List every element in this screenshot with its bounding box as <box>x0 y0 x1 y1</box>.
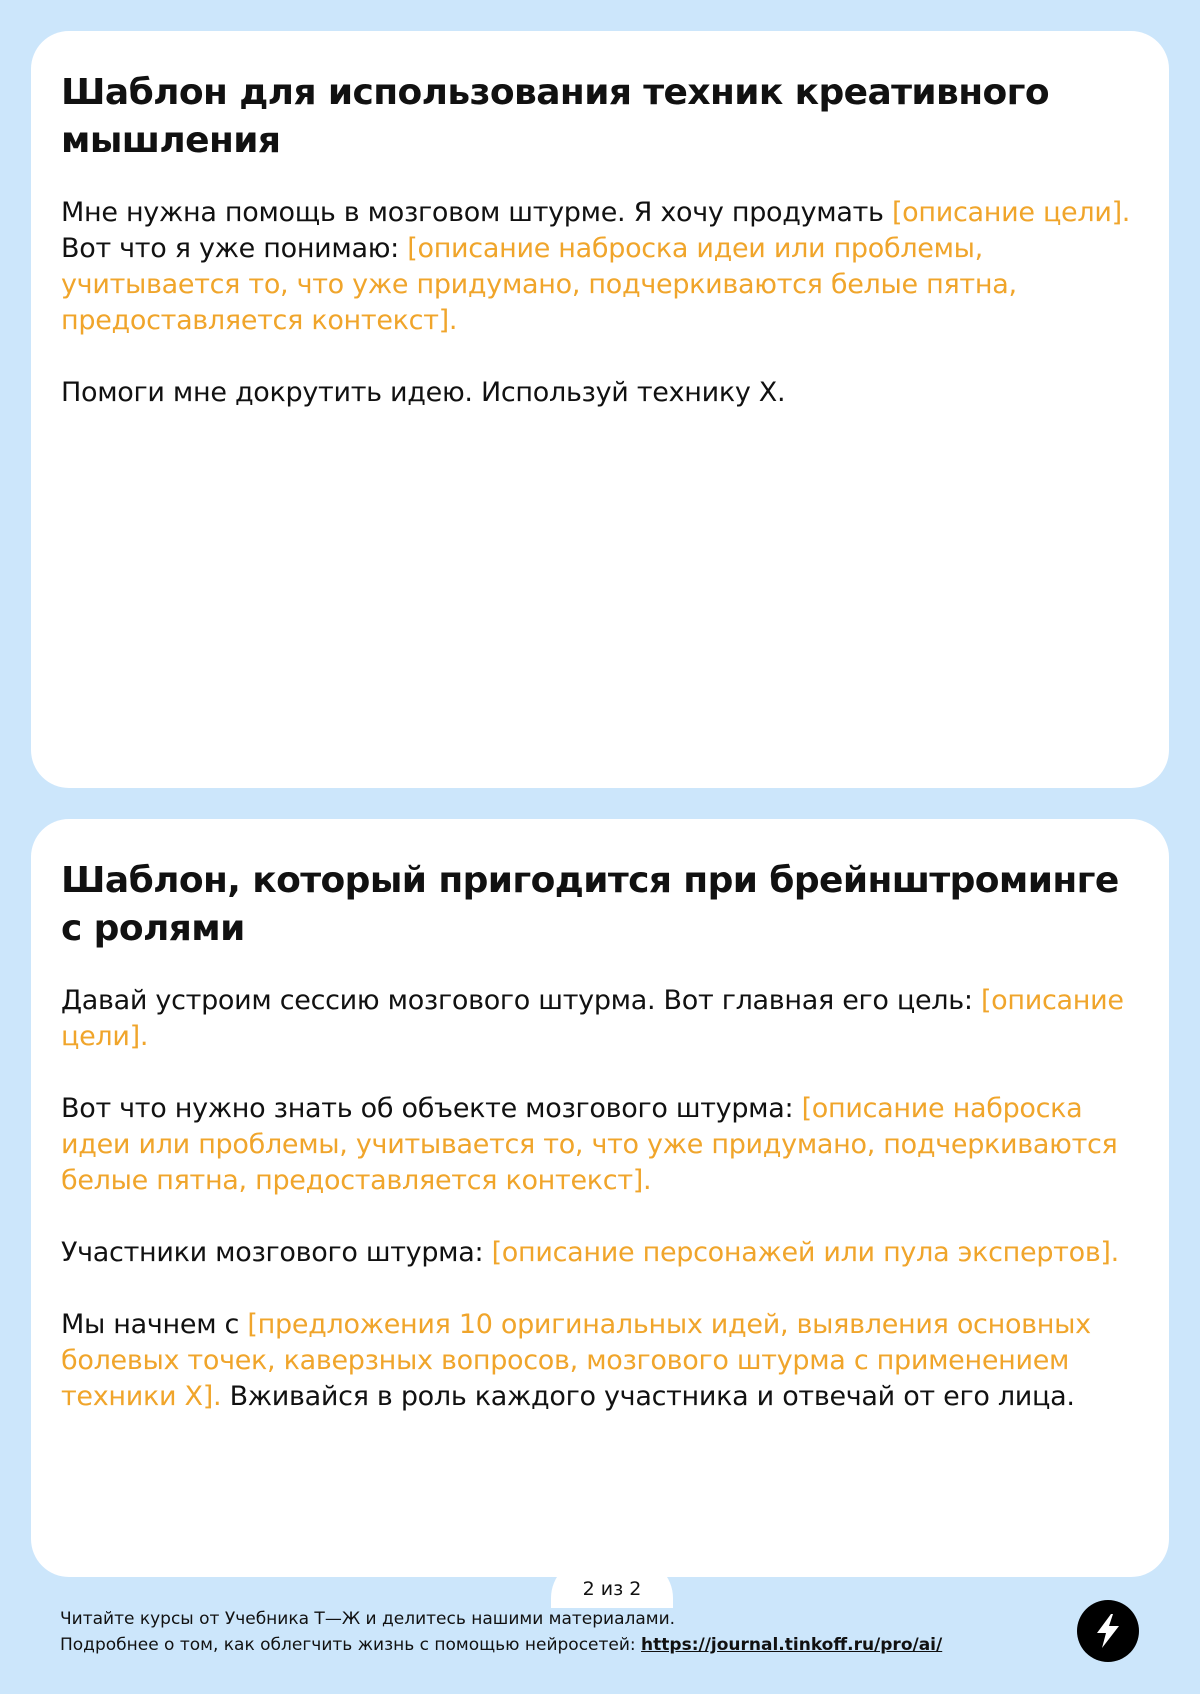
text: Вживайся в роль каждого участника и отвечай от его лица. <box>221 1381 1075 1412</box>
footer-link[interactable]: https://journal.tinkoff.ru/pro/ai/ <box>641 1635 943 1655</box>
card-paragraph <box>61 1307 1139 1415</box>
card-paragraph <box>61 1235 1139 1271</box>
page-indicator <box>551 1558 673 1608</box>
card-paragraph <box>61 1091 1139 1199</box>
placeholder-text: [описание наброска идеи или проблемы, учитывается то, что уже придумано, подчеркиваются белые пятна, предоставляется контекст]. <box>61 233 1017 336</box>
card-paragraph: Помоги мне докрутить идею. Используй технику X. <box>61 377 786 408</box>
placeholder-text: [предложения 10 оригинальных идей, выявления основных болевых точек, каверзных вопросов, мозгового штурма с применением техники X]. <box>61 1309 1091 1412</box>
footer-text: Подробнее о том, как облегчить жизнь с помощью нейросетей: <box>60 1635 642 1655</box>
lightning-icon <box>1091 1612 1125 1650</box>
text: Мы начнем с <box>61 1309 248 1340</box>
footer-line-2 <box>60 1632 942 1658</box>
text: Вот что я уже понимаю: <box>61 233 408 264</box>
text: Давай устроим сессию мозгового штурма. Вот главная его цель: <box>61 985 981 1016</box>
text: Участники мозгового штурма: <box>61 1237 492 1268</box>
placeholder-text: [описание цели]. <box>891 197 1131 228</box>
placeholder-text: [описание наброска идеи или проблемы, учитывается то, что уже придумано, подчеркиваются белые пятна, предоставляется контекст]. <box>61 1093 1118 1196</box>
footer <box>60 1606 942 1658</box>
placeholder-text: [описание персонажей или пула экспертов]. <box>491 1237 1119 1268</box>
text: Мне нужна помощь в мозговом штурме. Я хочу продумать <box>61 197 892 228</box>
template-card-brainstorm-roles <box>31 819 1169 1577</box>
template-card-creative-thinking <box>31 31 1169 788</box>
card-title: Шаблон для использования техник креативного мышления <box>61 72 1049 161</box>
page-indicator-text: 2 из 2 <box>582 1578 642 1600</box>
text: Вот что нужно знать об объекте мозгового штурма: <box>61 1093 802 1124</box>
footer-line-1: Читайте курсы от Учебника Т—Ж и делитесь нашими материалами. <box>60 1609 676 1629</box>
placeholder-text: [описание цели]. <box>61 985 1124 1052</box>
card-paragraph <box>61 195 1139 339</box>
card-title: Шаблон, который пригодится при брейнштроминге с ролями <box>61 860 1119 949</box>
card-paragraph <box>61 983 1139 1055</box>
lightning-logo-icon <box>1077 1600 1139 1662</box>
